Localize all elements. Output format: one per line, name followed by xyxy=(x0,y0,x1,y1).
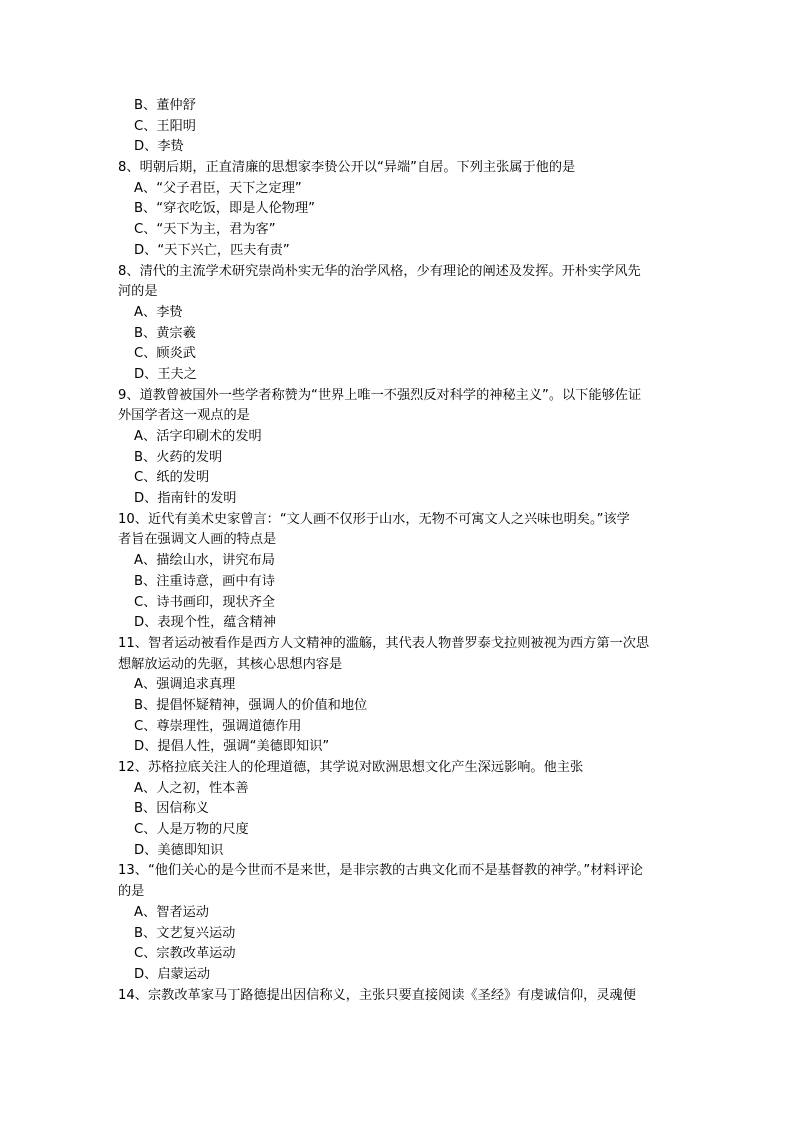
answer-option: A、人之初，性本善 xyxy=(134,780,249,796)
question-text: 河的是 xyxy=(118,284,158,300)
question-text: 10、近代有美术史家曾言：“文人画不仅形于山水，无物不可寓文人之兴味也明矣。”该学 xyxy=(118,511,630,527)
answer-option: C、王阳明 xyxy=(134,118,196,134)
answer-option: A、李贽 xyxy=(134,304,183,320)
question-text: 11、智者运动被看作是西方人文精神的滥觞，其代表人物普罗泰戈拉则被视为西方第一次思 xyxy=(118,635,650,651)
answer-option: A、活字印刷术的发明 xyxy=(134,429,262,444)
answer-option: A、“父子君臣，天下之定理” xyxy=(134,180,302,196)
document-page xyxy=(118,96,678,1006)
answer-option: B、火药的发明 xyxy=(134,449,223,465)
question-text: 9、道教曾被国外一些学者称赞为“世界上唯一不强烈反对科学的神秘主义”。以下能够佐证 xyxy=(118,387,642,403)
answer-option: B、“穿衣吃饭，即是人伦物理” xyxy=(134,201,315,217)
question-text: 想解放运动的先驱，其核心思想内容是 xyxy=(118,656,343,672)
answer-option: D、启蒙运动 xyxy=(134,966,211,982)
answer-option: C、顾炎武 xyxy=(134,346,196,362)
answer-option: C、人是万物的尺度 xyxy=(134,822,249,838)
answer-option: A、描绘山水，讲究布局 xyxy=(134,553,275,569)
answer-option: C、纸的发明 xyxy=(134,470,210,486)
answer-option: B、董仲舒 xyxy=(134,98,196,113)
answer-option: D、提倡人性，强调“美德即知识” xyxy=(134,739,330,755)
answer-option: B、文艺复兴运动 xyxy=(134,925,236,941)
answer-option: D、王夫之 xyxy=(134,366,197,382)
question-text: 13、“他们关心的是今世而不是来世，是非宗教的古典文化而不是基督教的神学。”材料评论 xyxy=(118,863,643,879)
question-text: 8、明朝后期，正直清廉的思想家李贽公开以“异端”自居。下列主张属于他的是 xyxy=(118,160,576,176)
answer-option: B、黄宗羲 xyxy=(134,325,196,341)
answer-option: D、表现个性，蕴含精神 xyxy=(134,615,277,631)
question-text: 8、清代的主流学术研究崇尚朴实无华的治学风格，少有理论的阐述及发挥。开朴实学风先 xyxy=(118,263,641,279)
answer-option: C、宗教改革运动 xyxy=(134,946,236,962)
answer-option: C、“天下为主，君为客” xyxy=(134,222,276,238)
answer-option: B、提倡怀疑精神，强调人的价值和地位 xyxy=(134,697,368,713)
question-text: 的是 xyxy=(118,884,145,900)
answer-option: A、强调追求真理 xyxy=(134,677,236,693)
answer-option: A、智者运动 xyxy=(134,904,209,920)
answer-option: C、尊崇理性，强调道德作用 xyxy=(134,718,302,734)
answer-option: B、因信称义 xyxy=(134,801,209,817)
answer-option: D、指南针的发明 xyxy=(134,491,237,507)
answer-option: B、注重诗意，画中有诗 xyxy=(134,573,275,589)
question-text: 外国学者这一观点的是 xyxy=(118,408,250,424)
answer-option: D、“天下兴亡，匹夫有责” xyxy=(134,242,290,258)
answer-option: D、美德即知识 xyxy=(134,842,224,858)
question-text: 者旨在强调文人画的特点是 xyxy=(118,532,277,548)
question-text: 12、苏格拉底关注人的伦理道德，其学说对欧洲思想文化产生深远影响。他主张 xyxy=(118,760,584,775)
answer-option: D、李贽 xyxy=(134,139,184,155)
answer-option: C、诗书画印，现状齐全 xyxy=(134,594,276,610)
question-text: 14、宗教改革家马丁路德提出因信称义，主张只要直接阅读《圣经》有虔诚信仰，灵魂便 xyxy=(118,987,636,1003)
